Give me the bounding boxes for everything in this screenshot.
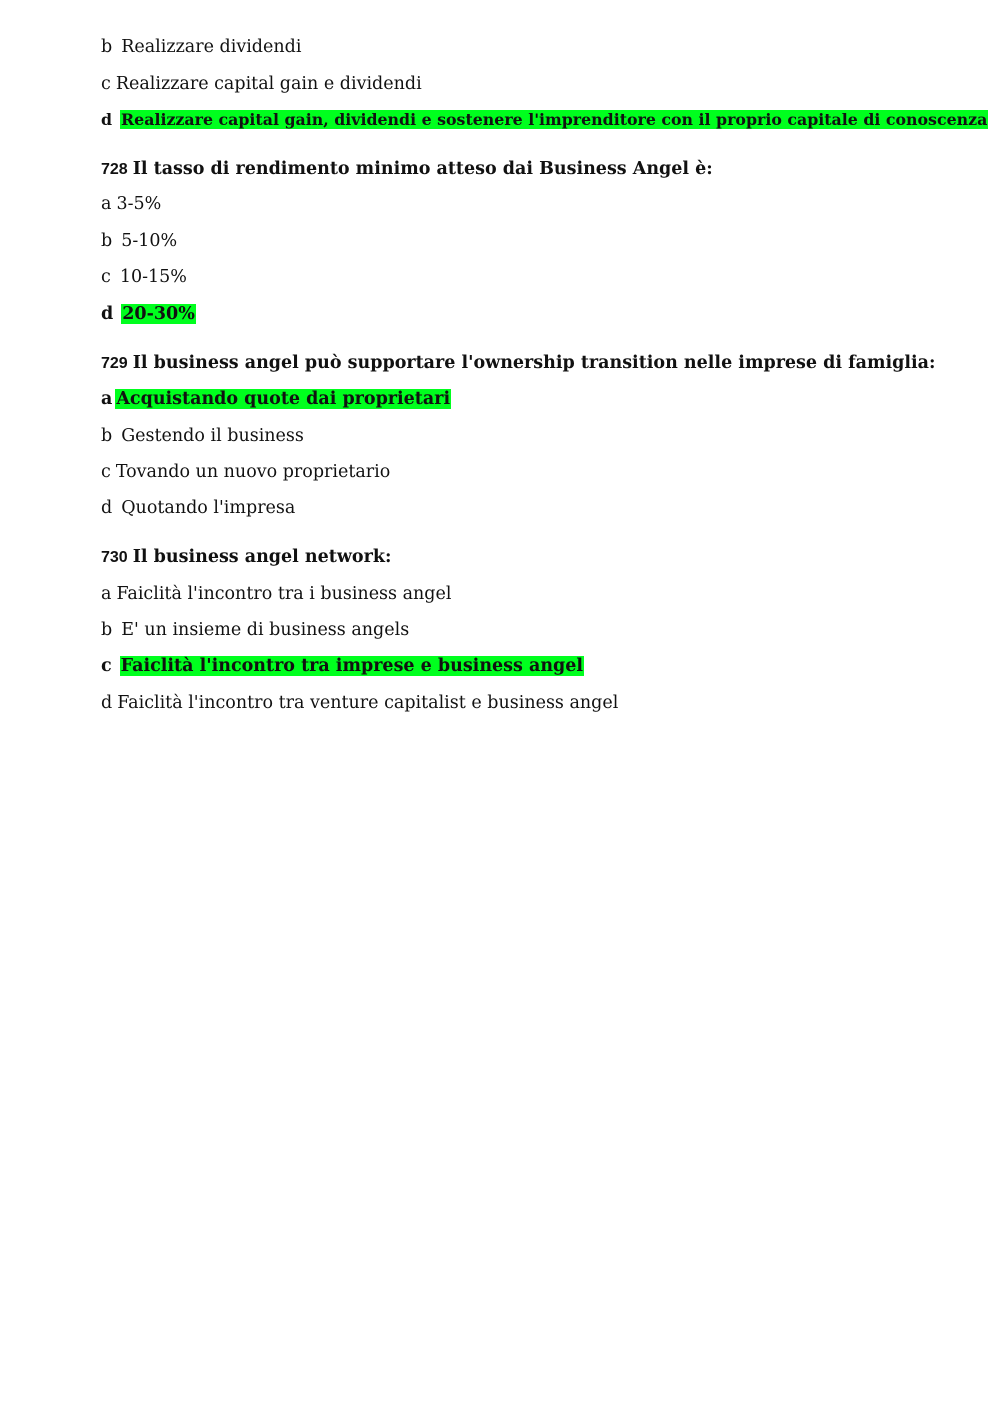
option-letter: c xyxy=(101,267,111,287)
option-a xyxy=(101,192,161,216)
question-729 xyxy=(101,351,935,376)
option-letter: a xyxy=(101,584,112,604)
option-letter: b xyxy=(101,37,113,57)
option-d-correct xyxy=(101,302,196,326)
option-letter: d xyxy=(101,304,114,324)
option-text: Faiclità l'incontro tra i business angel xyxy=(116,584,452,604)
option-b xyxy=(101,229,177,253)
option-letter: b xyxy=(101,426,113,446)
option-letter: d xyxy=(101,110,113,129)
question-730 xyxy=(101,545,391,570)
option-c xyxy=(101,72,422,96)
option-letter: c xyxy=(101,656,112,676)
option-text: Tovando un nuovo proprietario xyxy=(115,462,391,482)
option-text: Gestendo il business xyxy=(121,426,304,446)
option-text: 5-10% xyxy=(121,231,178,251)
option-text: Faiclità l'incontro tra venture capitalist e business angel xyxy=(117,693,619,713)
option-text: Quotando l'impresa xyxy=(121,498,296,518)
question-text: Il business angel può supportare l'ownership transition nelle imprese di famiglia: xyxy=(132,353,936,373)
option-letter: d xyxy=(101,693,113,713)
option-c xyxy=(101,265,187,289)
option-letter: a xyxy=(101,194,112,214)
correct-answer-highlight: 20-30% xyxy=(122,304,195,324)
option-b xyxy=(101,618,409,642)
option-a xyxy=(101,582,451,606)
option-letter: d xyxy=(101,498,113,518)
question-number: 730 xyxy=(101,549,128,566)
correct-answer-highlight: Acquistando quote dai proprietari xyxy=(116,389,451,409)
option-c-correct xyxy=(101,654,584,678)
option-letter: b xyxy=(101,231,113,251)
correct-answer-highlight: Realizzare capital gain, dividendi e sostenere l'imprenditore con il proprio capitale di conoscenza xyxy=(121,110,988,129)
option-a-correct xyxy=(101,387,451,411)
option-letter: c xyxy=(101,462,111,482)
option-letter: a xyxy=(101,389,113,409)
option-d-correct xyxy=(101,108,988,132)
option-letter: b xyxy=(101,620,113,640)
question-728 xyxy=(101,157,713,182)
option-text: 10-15% xyxy=(119,267,187,287)
question-number: 729 xyxy=(101,355,128,372)
option-text: E' un insieme di business angels xyxy=(121,620,410,640)
option-text: Realizzare dividendi xyxy=(121,37,302,57)
option-text: Realizzare capital gain e dividendi xyxy=(115,74,422,94)
option-b xyxy=(101,35,301,59)
option-d xyxy=(101,496,295,520)
option-d xyxy=(101,691,618,715)
option-text: 3-5% xyxy=(116,194,162,214)
correct-answer-highlight: Faiclità l'incontro tra imprese e business angel xyxy=(120,656,584,676)
question-text: Il tasso di rendimento minimo atteso dai Business Angel è: xyxy=(132,159,713,179)
option-c xyxy=(101,460,390,484)
option-b xyxy=(101,424,304,448)
question-number: 728 xyxy=(101,161,128,178)
option-letter: c xyxy=(101,74,111,94)
question-text: Il business angel network: xyxy=(132,547,392,567)
